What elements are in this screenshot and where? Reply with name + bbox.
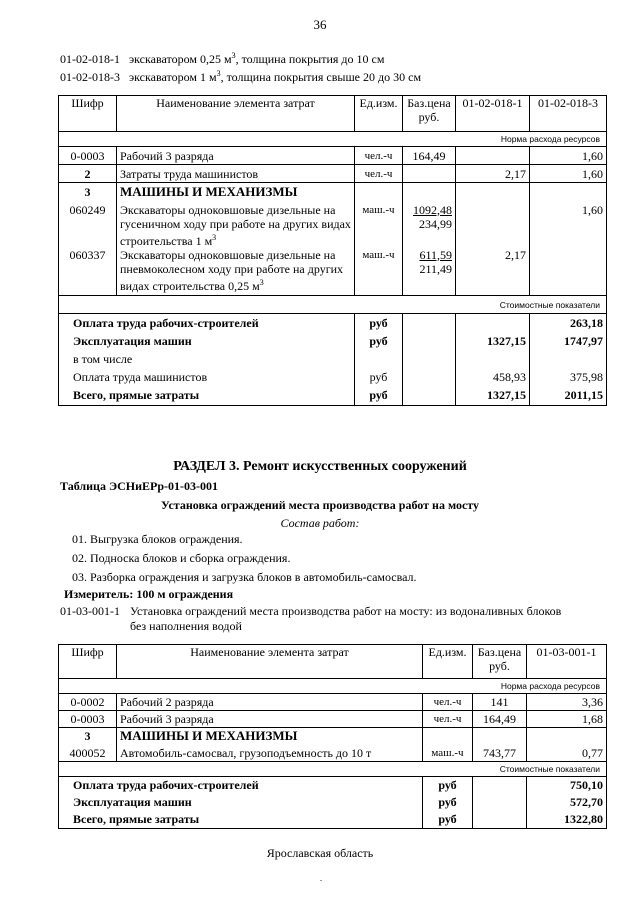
total-unit: руб [355, 332, 403, 350]
row-value: 1,60 [530, 201, 607, 248]
row-code: 3 [59, 183, 117, 201]
resource-table-2 [58, 644, 607, 829]
row-unit: чел.-ч [355, 147, 403, 165]
row-name: Рабочий 3 разряда [117, 711, 423, 728]
header-text: экскаватором 1 м [129, 70, 217, 84]
total-name: в том числе [59, 350, 355, 368]
row-price: 164,49 [403, 147, 456, 165]
total-value: 1322,80 [527, 811, 607, 829]
total-row [59, 350, 607, 368]
total-row [59, 332, 607, 350]
row-price: 743,77 [473, 745, 527, 762]
table-row [59, 183, 607, 201]
work-title: Установка ограждений места производства работ на мосту [160, 498, 480, 512]
header-sup: 3 [216, 69, 221, 78]
composition-label: Состав работ: [280, 516, 360, 530]
header-line [60, 51, 384, 67]
row-unit: чел.-ч [423, 694, 473, 711]
header-rest: , толщина покрытия до 10 см [235, 52, 385, 66]
row-value [456, 201, 530, 248]
row-code: 2 [59, 165, 117, 183]
total-name: Эксплуатация машин [59, 794, 423, 811]
total-row [59, 777, 607, 794]
header-cell: Наименование элемента затрат [117, 645, 423, 679]
row-code: 3 [59, 728, 117, 745]
norm-label: Норма расхода ресурсов [59, 132, 607, 147]
header-cell: Шифр [59, 96, 117, 132]
row-price: 1092,48 234,99 [403, 201, 456, 248]
meter-label: Измеритель: 100 м ограждения [64, 587, 234, 601]
row-code: 400052 [59, 745, 117, 762]
item-text: без наполнения водой [130, 619, 242, 633]
header-cell: Ед.изм. [355, 96, 403, 132]
table-row [59, 694, 607, 711]
header-rest: , толщина покрытия свыше 20 до 30 см [220, 70, 422, 84]
header-cell: Шифр [59, 645, 117, 679]
page-number: 36 [313, 17, 327, 32]
row-name: Рабочий 2 разряда [117, 694, 423, 711]
total-name: Эксплуатация машин [59, 332, 355, 350]
table-name: Таблица ЭСНиЕРр-01-03-001 [60, 479, 219, 493]
table-row [59, 201, 607, 248]
row-name: Экскаваторы одноковшовые дизельные на гусеничном ходу при работе на других видах строительства 1 $м^3$ [117, 201, 355, 248]
row-value: 1,60 [530, 147, 607, 165]
total-unit: руб [355, 386, 403, 406]
row-value: 2,17 [456, 248, 530, 296]
row-value: 1,68 [527, 711, 607, 728]
row-name: Рабочий 3 разряда [117, 147, 355, 165]
operation-item: 02. Подноска блоков и сборка ограждения. [72, 551, 291, 565]
total-unit: руб [355, 368, 403, 386]
total-value: 458,93 [456, 368, 530, 386]
row-code: 0-0003 [59, 147, 117, 165]
header-cell: 01-02-018-3 [530, 96, 607, 132]
row-code: 060249 [59, 201, 117, 248]
norm-label: Норма расхода ресурсов [59, 679, 607, 694]
row-unit: чел.-ч [355, 165, 403, 183]
table-row [59, 745, 607, 762]
header-cell: Наименование элемента затрат [117, 96, 355, 132]
row-value: 1,60 [530, 165, 607, 183]
page-footer: Ярославская область [266, 846, 374, 860]
total-row [59, 314, 607, 332]
row-value [530, 248, 607, 296]
total-value: 1327,15 [456, 386, 530, 406]
total-name: Оплата труда машинистов [59, 368, 355, 386]
total-unit: руб [423, 777, 473, 794]
header-text: экскаватором 0,25 м [129, 52, 232, 66]
row-name: Экскаваторы одноковшовые дизельные на пневмоколесном ходу при работе на других видах строительства 0,25 $м^3$ [117, 248, 355, 296]
cost-label: Стоимостные показатели [59, 762, 607, 777]
row-name: МАШИНЫ И МЕХАНИЗМЫ [117, 728, 423, 745]
total-row [59, 794, 607, 811]
row-value: 3,36 [527, 694, 607, 711]
operation-item: 03. Разборка ограждения и загрузка блоков в автомобиль-самосвал. [72, 570, 417, 584]
total-unit: руб [423, 794, 473, 811]
row-name: Автомобиль-самосвал, грузоподъемность до 10 т [117, 745, 423, 762]
row-unit: маш.-ч [355, 201, 403, 248]
total-unit: руб [355, 314, 403, 332]
row-price: 611,59 211,49 [403, 248, 456, 296]
header-cell: Баз.цена руб. [473, 645, 527, 679]
total-row [59, 368, 607, 386]
header-cell: 01-02-018-1 [456, 96, 530, 132]
row-value: 2,17 [456, 165, 530, 183]
total-name: Оплата труда рабочих-строителей [59, 314, 355, 332]
total-value [456, 314, 530, 332]
total-row [59, 386, 607, 406]
row-code: 060337 [59, 248, 117, 296]
total-value: 263,18 [530, 314, 607, 332]
total-name: Оплата труда рабочих-строителей [59, 777, 423, 794]
header-cell: 01-03-001-1 [527, 645, 607, 679]
operation-item: 01. Выгрузка блоков ограждения. [72, 532, 243, 546]
row-unit: чел.-ч [423, 711, 473, 728]
header-code: 01-02-018-1 [60, 52, 120, 66]
table-row [59, 165, 607, 183]
total-value: 1327,15 [456, 332, 530, 350]
total-value: 572,70 [527, 794, 607, 811]
header-cell: Баз.цена руб. [403, 96, 456, 132]
total-value: 750,10 [527, 777, 607, 794]
cost-label: Стоимостные показатели [59, 296, 607, 314]
total-value: 2011,15 [530, 386, 607, 406]
item-code: 01-03-001-1 [60, 604, 120, 618]
row-value: 0,77 [527, 745, 607, 762]
total-value: 1747,97 [530, 332, 607, 350]
total-name: Всего, прямые затраты [59, 811, 423, 829]
table-row [59, 711, 607, 728]
scan-artifact [320, 880, 322, 881]
row-code: 0-0003 [59, 711, 117, 728]
total-value: 375,98 [530, 368, 607, 386]
table-row [59, 147, 607, 165]
total-name: Всего, прямые затраты [59, 386, 355, 406]
table-row [59, 728, 607, 745]
header-cell: Ед.изм. [423, 645, 473, 679]
header-line [60, 69, 421, 85]
row-price: 141 [473, 694, 527, 711]
total-unit: руб [423, 811, 473, 829]
item-text: Установка ограждений места производства работ на мосту: из водоналивных блоков [130, 604, 562, 618]
total-row [59, 811, 607, 829]
table-row [59, 248, 607, 296]
row-price [403, 165, 456, 183]
row-name: Затраты труда машинистов [117, 165, 355, 183]
row-unit: маш.-ч [423, 745, 473, 762]
row-name: МАШИНЫ И МЕХАНИЗМЫ [117, 183, 355, 201]
row-value [456, 147, 530, 165]
section-title: РАЗДЕЛ 3. Ремонт искусственных сооружений [173, 459, 467, 474]
resource-table-1 [58, 95, 607, 406]
row-unit: маш.-ч [355, 248, 403, 296]
header-sup: 3 [231, 51, 236, 60]
item-description [60, 604, 561, 634]
row-code: 0-0002 [59, 694, 117, 711]
header-code: 01-02-018-3 [60, 70, 120, 84]
row-price: 164,49 [473, 711, 527, 728]
